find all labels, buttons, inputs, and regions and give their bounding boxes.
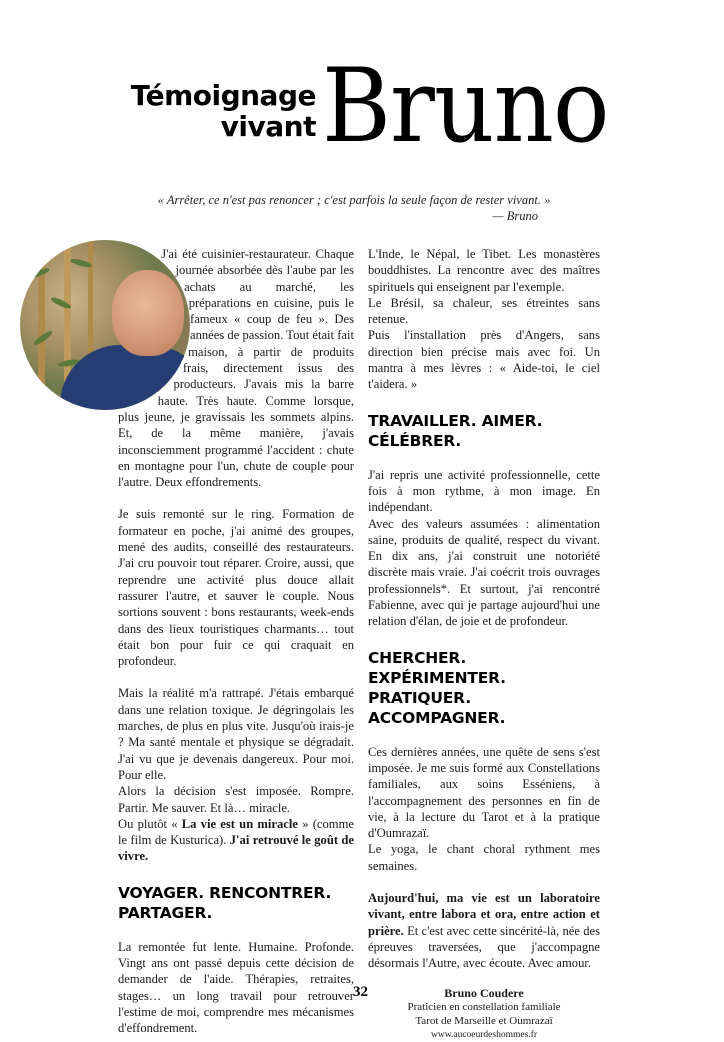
title-testimony	[131, 80, 316, 142]
emphasis-text: Aujourd'hui, ma vie est un laboratoire vivant, entre labora et ora, entre action et prière.	[368, 891, 600, 938]
page-number: 32	[353, 984, 368, 1000]
author-name: Bruno Coudere	[444, 985, 524, 1000]
paragraph: J'ai repris une activité professionnelle, cette fois à mon rythme, à mon image. En indépendant.	[368, 467, 600, 515]
paragraph	[368, 890, 600, 971]
paragraph: Le Brésil, sa chaleur, ses étreintes sans retenue.	[368, 295, 600, 327]
title-line-2: vivant	[220, 110, 316, 143]
text-run: Ou plutôt «	[118, 816, 182, 831]
author-role: Praticien en constellation familiale	[407, 1000, 561, 1013]
right-column	[368, 246, 600, 1042]
paragraph: L'Inde, le Népal, le Tibet. Les monastères bouddhistes. La rencontre avec des maîtres spirituels qui enseignent par l'exemple.	[368, 247, 600, 294]
pull-quote	[150, 192, 558, 224]
paragraph: Avec des valeurs assumées : alimentation saine, produits de qualité, respect du vivant. En dix ans, j'ai construit une notoriété discrète mais vraie. J'ai coécrit trois ouvrages professionnels*. Et surtout, j'ai rencontré Fabienne, avec qui je partage aujourd'hui une relation d'élan, de joie et de profondeur.	[368, 516, 600, 629]
film-title: La vie est un miracle	[181, 816, 298, 831]
paragraph: La remontée fut lente. Humaine. Profonde. Vingt ans ont passé depuis cette décision de demander de l'aide. Thérapies, retraites, stages… un long travail pour retrouver l'estime de moi, comprendre mes mécanismes d'effondrement.	[118, 939, 354, 1036]
paragraph: Le yoga, le chant choral rythment mes semaines.	[368, 842, 600, 873]
quote-author: — Bruno	[492, 209, 538, 223]
emphasis-text: J'ai retrouvé le goût de vivre.	[118, 833, 354, 864]
paragraph: J'ai été cuisinier-restaurateur. Chaque journée absorbée dès l'aube par les achats au marché, les préparations en cuisine, puis le fameux « coup de feu ». Des années de passion. Tout était fait maison, à partir de produits frais, directement issus des producteurs. J'avais mis la barre haute. Très haute. Comme lorsque, plus jeune, je gravissais les sommets alpins. Et, de la même manière, j'avais inconsciemment programmé l'accident : chute en montagne pour l'un, chute de couple pour l'autre. Deux effondrements.	[118, 247, 354, 490]
left-column	[118, 246, 354, 1036]
section-heading: VOYAGER. RENCONTRER. PARTAGER.	[118, 883, 332, 922]
quote-text: « Arrêter, ce n'est pas renoncer ; c'est parfois la seule façon de rester vivant. »	[157, 193, 551, 207]
paragraph: Ces dernières années, une quête de sens s'est imposée. Je me suis formé aux Constellations familiales, aux soins Esséniens, à l'accompagnement des personnes en fin de vie, à la lecture du Tarot et à la pratique d'Oumrazaï.	[368, 744, 600, 841]
paragraph	[118, 816, 354, 865]
author-specialty: Tarot de Marseille et Oumrazaï	[415, 1014, 553, 1027]
title-line-1: Témoignage	[130, 79, 316, 112]
text-run: » (comme le film de Kusturica).	[118, 816, 354, 848]
author-signature	[368, 986, 600, 1042]
title-name: Bruno	[322, 47, 609, 166]
paragraph: Mais la réalité m'a rattrapé. J'étais embarqué dans une relation toxique. Je dégringolais les marches, de plus en plus vite. Jusqu'où irais-je ? Ma santé mentale et physique se dégradait. J'ai vu que je devenais dangereux. Pour moi. Pour elle.	[118, 686, 354, 782]
text-run: Et c'est avec cette sincérité-là, née des épreuves traversées, que j'accompagne désormais l'Autre, avec écoute. Avec amour.	[368, 923, 600, 971]
section-heading: CHERCHER. EXPÉRIMENTER. PRATIQUER. ACCOMPAGNER.	[368, 648, 506, 727]
author-website-link[interactable]: www.aucoeurdeshommes.fr	[431, 1029, 537, 1040]
paragraph: Alors la décision s'est imposée. Rompre. Partir. Me sauver. Et là… miracle.	[118, 784, 354, 815]
paragraph: Je suis remonté sur le ring. Formation de formateur en poche, j'ai animé des groupes, mené des audits, conseillé des restaurateurs. J'ai cru pouvoir tout réparer. Croire, aussi, que reprendre une activité plus douce allait rassurer l'autre, et sauver le couple. Nous sortions souvent : bons restaurants, week-ends dans des lieux touristiques charmants… tout était bon pour fuir ce qui craquait en profondeur.	[118, 507, 354, 669]
paragraph: Puis l'installation près d'Angers, sans direction bien précise mais avec foi. Un mantra à mes lèvres : « Aide-toi, le ciel t'aidera. »	[368, 328, 600, 392]
section-heading: TRAVAILLER. AIMER. CÉLÉBRER.	[368, 411, 543, 450]
